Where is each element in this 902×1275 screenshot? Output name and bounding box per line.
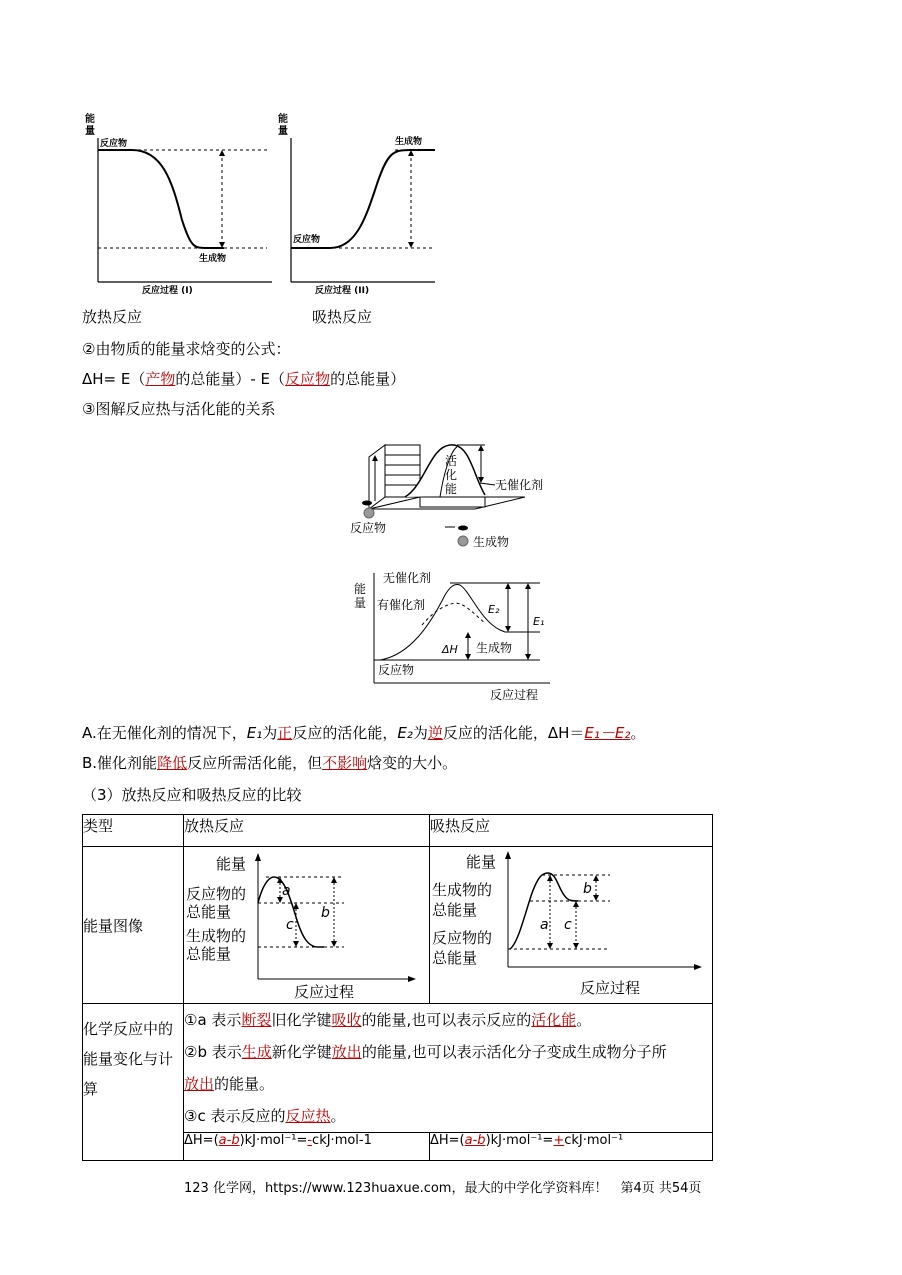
- fig2-ylabel-2: 量: [278, 126, 288, 137]
- endo-formula: ΔH=(a-b)kJ·mol⁻¹=+ckJ·mol⁻¹: [430, 1133, 713, 1161]
- fig1-product-label: 生成物: [199, 254, 227, 264]
- svg-text:反应物的: 反应物的: [432, 929, 493, 947]
- endothermic-diagram: [275, 110, 445, 300]
- curve-ylabel-2: 量: [354, 596, 367, 610]
- exo-formula: ΔH=(a-b)kJ·mol⁻¹=-ckJ·mol-1: [184, 1133, 430, 1161]
- fig1-ylabel-1: 能: [85, 114, 95, 125]
- product-label-3d: 生成物: [473, 535, 510, 549]
- header-exothermic: 放热反应: [184, 815, 430, 847]
- enthalpy-formula: ΔH= E（产物的总能量）- E（反应物的总能量）: [82, 370, 406, 388]
- activation-label-3: 能: [445, 482, 458, 496]
- curve-ylabel-1: 能: [354, 582, 367, 596]
- item2-title: ②由物质的能量求焓变的公式：: [82, 340, 291, 358]
- fig2-reactant-label: 反应物: [293, 235, 321, 245]
- comparison-table: [82, 814, 713, 1161]
- exo-ylabel: 能量: [216, 855, 247, 873]
- curve-reactant-label: 反应物: [378, 663, 415, 677]
- svg-text:总能量: 总能量: [432, 901, 478, 919]
- curve-with-catalyst-label: 有催化剂: [377, 598, 426, 612]
- svg-text:总能量: 总能量: [186, 945, 232, 963]
- dh-label: ΔH: [442, 643, 458, 656]
- svg-text:b: b: [583, 881, 592, 897]
- fig1-ylabel-2: 量: [85, 126, 95, 137]
- exo-energy-chart: [184, 847, 428, 999]
- row-energy-change-label: 化学反应中的 能量变化与计 算: [83, 1004, 184, 1161]
- caption-endothermic: 吸热反应: [312, 308, 373, 326]
- curve-xlabel: 反应过程: [490, 688, 539, 702]
- svg-text:反应物的: 反应物的: [186, 885, 247, 903]
- line-b: B.催化剂能降低反应所需活化能，但不影响焓变的大小。: [82, 754, 458, 772]
- desc-line-c: ③c 表示反应的反应热。: [184, 1107, 346, 1125]
- exothermic-diagram: [82, 110, 282, 300]
- desc-line-b: ②b 表示生成新化学键放出的能量,也可以表示活化分子变成生成物分子所: [184, 1043, 667, 1061]
- formula-products: 产物: [145, 370, 176, 388]
- e2-label: E₂: [488, 603, 500, 616]
- page-footer: 123 化学网，https://www.123huaxue.com，最大的中学化学资料库！ 第4页 共54页: [184, 1181, 702, 1196]
- activation-label-1: 活: [445, 454, 458, 468]
- svg-text:生成物的: 生成物的: [186, 927, 247, 945]
- exo-energy-chart-cell: [184, 847, 430, 1004]
- e1-label: E₁: [533, 615, 545, 628]
- svg-text:b: b: [321, 905, 330, 921]
- fig1-xlabel: 反应过程 (I): [142, 286, 193, 296]
- curve-no-catalyst-label: 无催化剂: [383, 571, 432, 585]
- activation-label-2: 化: [445, 468, 458, 482]
- exo-xlabel: 反应过程: [294, 983, 355, 999]
- svg-text:a: a: [540, 917, 549, 933]
- svg-text:总能量: 总能量: [432, 949, 478, 967]
- formula-reactants: 反应物: [285, 370, 331, 388]
- svg-text:生成物的: 生成物的: [432, 881, 493, 899]
- svg-text:总能量: 总能量: [186, 903, 232, 921]
- endo-ylabel: 能量: [466, 853, 497, 871]
- endo-energy-chart-cell: [430, 847, 713, 1004]
- fig2-ylabel-1: 能: [278, 114, 288, 125]
- activation-energy-3d-diagram: [345, 435, 565, 555]
- endo-xlabel: 反应过程: [580, 979, 641, 997]
- caption-exothermic: 放热反应: [82, 308, 143, 326]
- reactant-label-3d: 反应物: [350, 521, 387, 535]
- header-type: 类型: [83, 815, 184, 847]
- desc-line-b-cont: 放出的能量。: [184, 1075, 275, 1093]
- row-energy-diagram-label: 能量图像: [83, 847, 184, 1004]
- catalyst-energy-diagram: [350, 565, 560, 705]
- fig1-reactant-label: 反应物: [100, 139, 128, 149]
- desc-line-a: ①a 表示断裂旧化学键吸收的能量,也可以表示反应的活化能。: [184, 1011, 592, 1029]
- svg-text:c: c: [564, 917, 572, 933]
- energy-change-description: [184, 1004, 713, 1133]
- svg-text:a: a: [282, 883, 291, 899]
- line-a: A.在无催化剂的情况下，E₁为正反应的活化能，E₂为逆反应的活化能，ΔH＝E₁－E₂。: [82, 724, 646, 742]
- svg-text:c: c: [286, 917, 294, 933]
- item3-title: ③图解反应热与活化能的关系: [82, 400, 276, 418]
- endo-energy-chart: [430, 847, 711, 999]
- no-catalyst-label-3d: 无催化剂: [495, 478, 544, 492]
- header-endothermic: 吸热反应: [430, 815, 713, 847]
- fig2-product-label: 生成物: [395, 137, 423, 147]
- curve-product-label: 生成物: [476, 641, 513, 655]
- section3-title: （3）放热反应和吸热反应的比较: [82, 786, 302, 804]
- fig2-xlabel: 反应过程 (II): [315, 286, 370, 296]
